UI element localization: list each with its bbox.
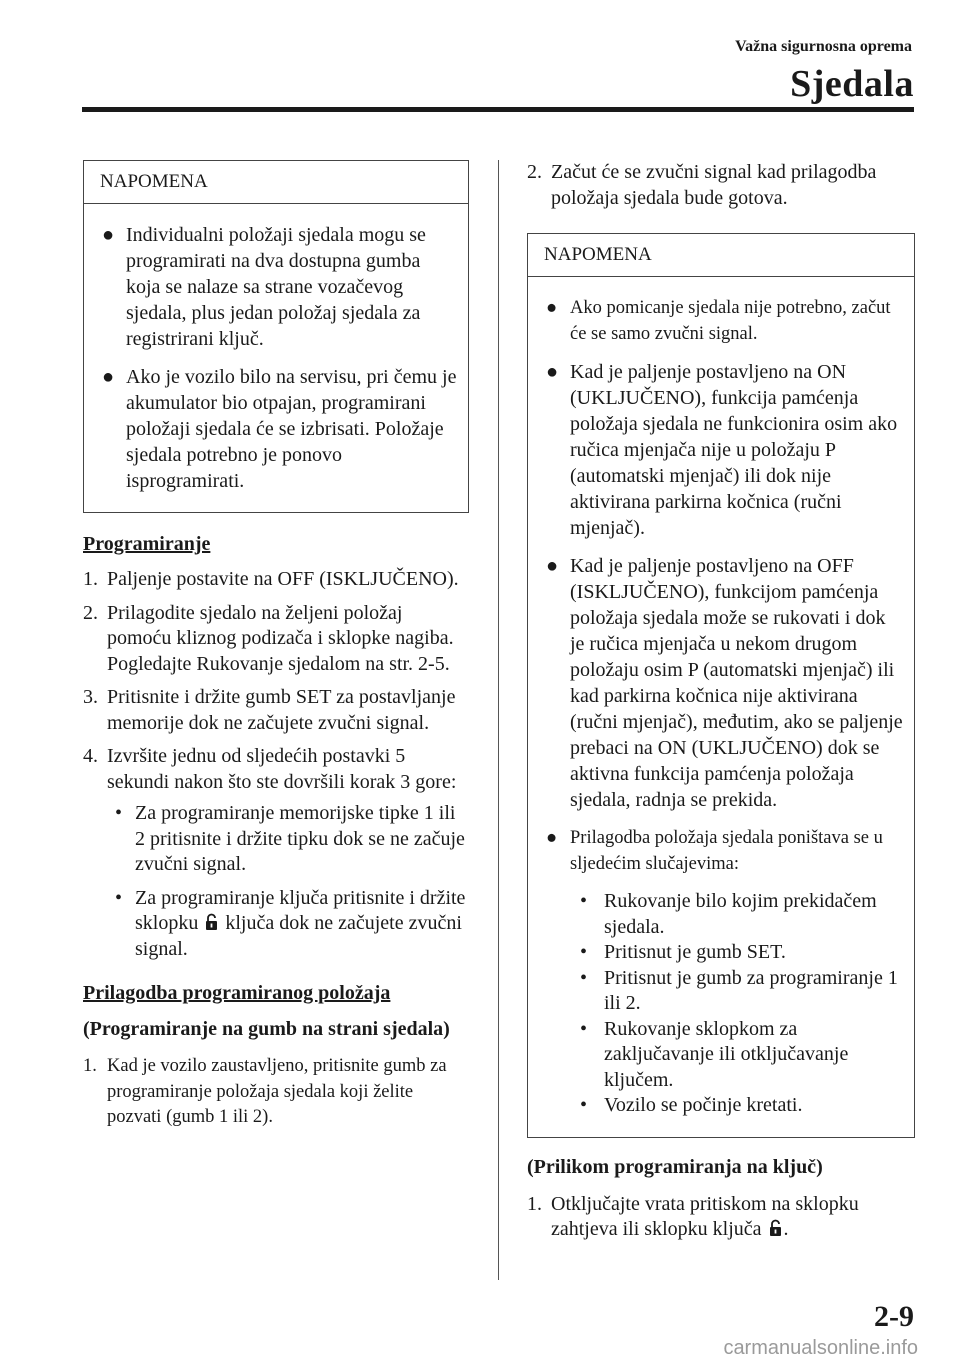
note-item [538,295,904,347]
step-item [83,601,469,678]
bullet-icon: • [580,1094,588,1116]
column-divider [498,160,499,1280]
list-item [570,889,904,940]
note-item [538,359,904,541]
step-text: Kad je vozilo zaustavljeno, pritisnite gumb za programiranje položaja sjedala koji želite pozvati (gumb 1 ili 2). [107,1056,447,1127]
step-subitem-text: Za programiranje ključa pritisnite i držite sklopku [135,886,466,934]
list-item [570,1017,904,1094]
note-body [528,277,914,1137]
step-number: 4. [83,745,98,767]
step-number: 3. [83,686,98,708]
bullet-icon: • [580,966,588,989]
step-number: 1. [527,1192,542,1215]
left-column [83,160,469,1139]
programming-heading: Programiranje [83,533,211,555]
note-item-text: Ako pomicanje sjedala nije potrebno, začut će se samo zvučni signal. [570,298,891,344]
step-text: . [783,1218,789,1240]
list-item-text: Rukovanje bilo kojim prekidačem sjedala. [604,890,877,938]
step-text: Otključajte vrata pritiskom na sklopku zahtjeva ili sklopku ključa [551,1192,859,1240]
page-title: Sjedala [790,63,914,105]
bullet-icon: ● [546,361,559,383]
note-title: NAPOMENA [528,234,914,277]
list-item [570,1093,904,1119]
unlock-key-icon [769,1219,782,1237]
page-reference: Pogledajte Rukovanje sjedalom na str. 2-5. [107,652,450,675]
step-subitem [107,801,469,878]
step-subitem-text: Za programiranje memorijske tipke 1 ili 2 pritisnite i držite tipku dok se ne začuje zvučni signal. [135,802,465,875]
step-text: Pritisnite i držite gumb SET za postavljanje memorije dok ne začujete zvučni signal. [107,686,456,734]
step-text: Izvršite jednu od sljedećih postavki 5 sekundi nakon što ste dovršili korak 3 gore: [107,745,457,793]
bullet-icon: ● [546,828,558,848]
bullet-icon: • [580,1017,588,1040]
bullet-icon: • [115,802,123,824]
note-box-1 [83,160,469,513]
step-item [527,1192,915,1243]
note-item [94,222,458,352]
bullet-icon: • [580,890,588,912]
list-item [570,940,904,966]
bullet-icon: • [580,941,588,963]
step-item [83,1054,469,1131]
note-item-text: Ako je vozilo bilo na servisu, pri čemu je akumulator bio otpajan, programirani položaji sjedala će se izbrisati. Položaje sjedala potrebno je ponovo isprogramirati. [126,366,457,492]
header-rule [82,107,914,112]
step-text: Začut će se zvučni signal kad prilagodba položaja sjedala bude gotova. [551,161,877,209]
adjustment-subheading: (Programiranje na gumb na strani sjedala) [83,1018,450,1040]
step-number: 1. [83,568,98,590]
note-item-text: Individualni položaji sjedala mogu se programirati na dva dostupna gumba koja se nalaze sa strane vozačevog sjedala, plus jedan položaj sjedala za registrirani ključ. [126,224,426,350]
step-number: 2. [83,601,98,624]
right-column [527,160,915,1251]
step-item [83,685,469,736]
note-title: NAPOMENA [84,161,468,204]
page-number: 2-9 [874,1300,914,1333]
list-item-text: Rukovanje sklopkom za zaključavanje ili otključavanje ključem. [604,1017,849,1091]
section-name: Važna sigurnosna oprema [735,38,912,55]
step-item [527,160,915,211]
list-item-text: Pritisnut je gumb SET. [604,941,786,963]
step-text: Prilagodite sjedalo na željeni položaj pomoću kliznog podizača i sklopke nagiba. [107,601,454,649]
cancel-cases-list [570,889,904,1119]
step-number: 2. [527,161,542,183]
bullet-icon: ● [102,366,115,388]
step-subitem [107,886,469,963]
step-item [83,744,469,962]
adjustment-heading: Prilagodba programiranog položaja [83,982,391,1004]
unlock-key-icon [205,913,218,931]
bullet-icon: ● [102,224,115,246]
note-item-text: Prilagodba položaja sjedala poništava se u sljedećim slučajevima: [570,828,883,874]
step-text: Paljenje postavite na OFF (ISKLJUČENO). [107,568,459,590]
step-subitem-text: ključa dok ne začujete zvučni signal. [135,912,462,960]
bullet-icon: ● [546,555,559,577]
watermark: carmanualsonline.info [723,1337,918,1359]
list-item-text: Pritisnut je gumb za programiranje 1 ili 2. [604,966,898,1014]
bullet-icon: ● [546,298,558,318]
note-item-text: Kad je paljenje postavljeno na OFF (ISKLJUČENO), funkcijom pamćenja položaja sjedala može se rukovati i dok je ručica mjenjača u nekom drugom položaju osim P (automatski mjenjač) ili kad parkirna kočnica nije aktivirana (ručni mjenjač), međutim, ako se paljenje prebaci na ON (UKLJUČENO) dok se aktivna funkcija pamćenja položaja sjedala, radnja se prekida. [570,555,903,811]
note-item [538,553,904,813]
note-box-2 [527,233,915,1138]
step-number: 1. [83,1056,97,1076]
note-item [538,825,904,1119]
note-item-text: Kad je paljenje postavljeno na ON (UKLJUČENO), funkcija pamćenja položaja sjedala ne funkcionira osim ako ručica mjenjača nije u položaju P (automatski mjenjač) ili dok nije aktivirana parkirna kočnica (ručni mjenjač). [570,361,898,539]
list-item-text: Vozilo se počinje kretati. [604,1094,803,1116]
note-item [94,364,458,494]
key-programming-heading: (Prilikom programiranja na ključ) [527,1155,823,1178]
step-item [83,567,469,593]
list-item [570,966,904,1017]
bullet-icon: • [115,886,123,909]
note-body [84,204,468,512]
